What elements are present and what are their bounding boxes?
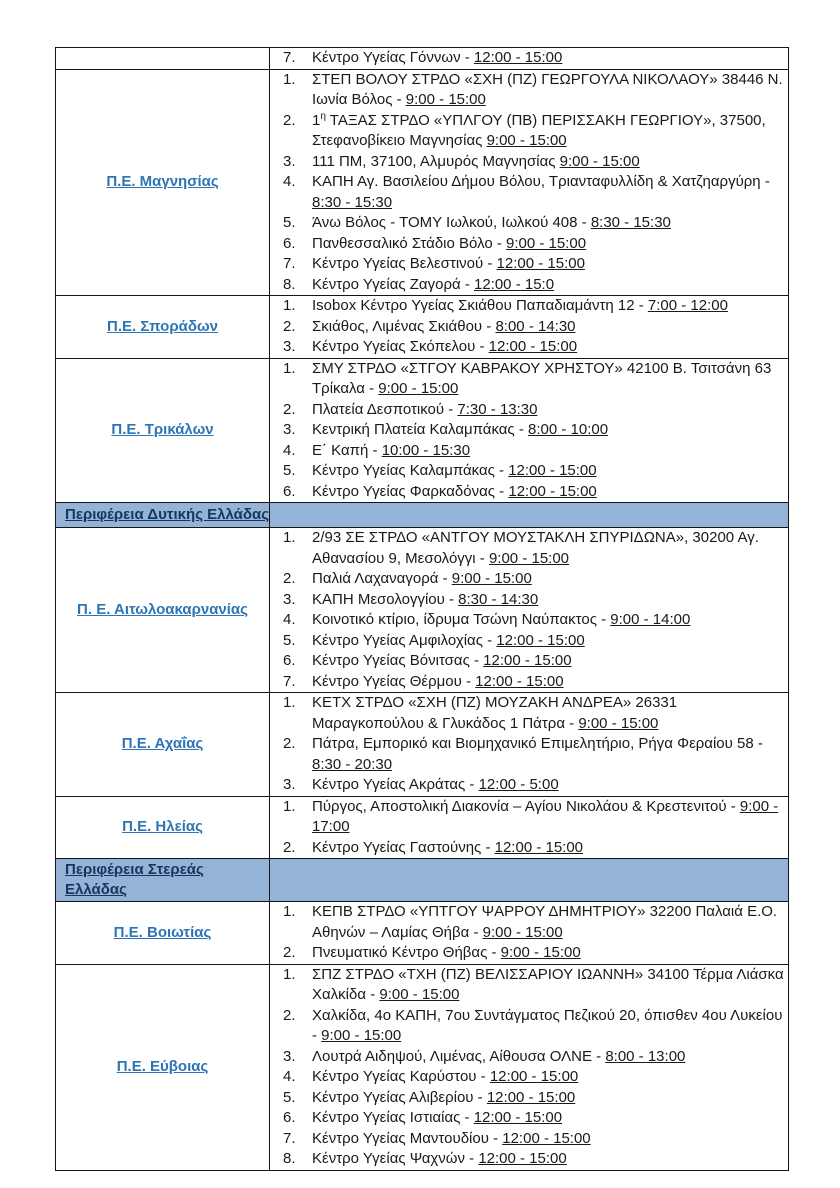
list-item	[270, 775, 788, 796]
list-item	[270, 420, 788, 441]
time-range: 12:00 - 15:00	[473, 1109, 563, 1126]
item-number: 5.	[283, 462, 296, 479]
item-number: 3.	[283, 590, 296, 608]
region-label: Π.Ε. Βοιωτίας	[113, 923, 212, 941]
section-spacer-cell	[270, 503, 789, 528]
time-range: 9:00 - 15:00	[321, 1027, 402, 1044]
time-range: 9:00 - 17:00	[312, 797, 779, 835]
list-item	[270, 1129, 788, 1150]
time-range: 9:00 - 15:00	[578, 714, 659, 732]
table-row	[56, 69, 789, 296]
list-item	[270, 965, 788, 1006]
list-item	[270, 672, 788, 693]
item-text: Χαλκίδα, 4ο ΚΑΠΗ, 7ου Συντάγματος Πεζικού 20, όπισθεν 4ου Λυκείου - 9:00 - 15:00	[312, 1006, 783, 1044]
item-text: Κέντρο Υγείας Ακράτας - 12:00 - 5:00	[312, 776, 559, 793]
list-item	[270, 610, 788, 631]
item-text: ΣΤΕΠ ΒΟΛΟΥ ΣΤΡΔΟ «ΣΧΗ (ΠΖ) ΓΕΩΡΓΟΥΛΑ ΝΙΚΟΛΑΟΥ» 38446 Ν. Ιωνία Βόλος - 9:00 - 15:00	[312, 70, 783, 108]
items-cell	[270, 902, 789, 965]
item-number: 2.	[283, 570, 296, 587]
table-body	[56, 48, 789, 1171]
section-title-cell	[56, 503, 270, 528]
item-number: 5.	[283, 1088, 296, 1106]
item-text: Κέντρο Υγείας Γόννων - 12:00 - 15:00	[312, 49, 563, 66]
item-text: ΚΑΠΗ Μεσολογγίου - 8:30 - 14:30	[312, 590, 539, 608]
item-text: Isobox Κέντρο Υγείας Σκιάθου Παπαδιαμάντη 12 - 7:00 - 12:00	[312, 297, 728, 314]
list-item	[270, 1006, 788, 1047]
table-row	[56, 693, 789, 797]
item-text: Πλατεία Δεσποτικού - 7:30 - 13:30	[312, 400, 538, 418]
list-item	[270, 441, 788, 462]
region-cell	[56, 296, 270, 359]
item-number: 4.	[283, 611, 296, 628]
section-row	[56, 859, 789, 902]
region-cell	[56, 358, 270, 503]
time-range: 12:00 - 15:00	[473, 49, 563, 66]
region-cell	[56, 693, 270, 797]
items-cell	[270, 48, 789, 70]
time-range: 7:30 - 13:30	[457, 400, 538, 418]
time-range: 12:00 - 15:00	[494, 838, 584, 856]
table-row	[56, 358, 789, 503]
item-number: 1.	[283, 903, 296, 920]
item-number: 3.	[283, 152, 296, 170]
list-item	[270, 482, 788, 503]
list-item	[270, 943, 788, 964]
item-text: Κέντρο Υγείας Θέρμου - 12:00 - 15:00	[312, 672, 564, 690]
item-number: 7.	[283, 255, 296, 272]
item-number: 1.	[283, 694, 296, 711]
item-number: 1.	[283, 359, 296, 377]
time-range: 8:30 - 20:30	[312, 755, 393, 773]
item-number: 3.	[283, 776, 296, 793]
item-number: 2.	[283, 111, 296, 129]
item-text: 111 ΠΜ, 37100, Αλμυρός Μαγνησίας 9:00 - 15:00	[312, 152, 640, 170]
list-item	[270, 317, 788, 338]
item-text: ΚΕΠΒ ΣΤΡΔΟ «ΥΠΤΓΟΥ ΨΑΡΡΟΥ ΔΗΜΗΤΡΙΟΥ» 32200 Παλαιά Ε.Ο. Αθηνών – Λαμίας Θήβα - 9:00 - 15:00	[312, 903, 778, 941]
list-item	[270, 590, 788, 611]
list-item	[270, 275, 788, 296]
item-text: Κέντρο Υγείας Καλαμπάκας - 12:00 - 15:00	[312, 462, 597, 479]
list-item	[270, 337, 788, 358]
item-number: 8.	[283, 1150, 296, 1167]
items-cell	[270, 964, 789, 1170]
time-range: 12:00 - 15:00	[486, 1088, 576, 1106]
item-text: $1^\eta$ ΤΑΞΑΣ ΣΤΡΔΟ «ΥΠΛΓΟΥ (ΠΒ) ΠΕΡΙΣΣΑΚΗ ΓΕΩΡΓΙΟΥ», 37500, Στεφανοβίκειο Μαγνησίας 9:00 - 15:00	[312, 110, 766, 149]
time-range: 8:30 - 15:30	[312, 193, 393, 211]
item-number: 4.	[283, 1068, 296, 1085]
region-cell	[56, 796, 270, 859]
item-number: 2.	[283, 400, 296, 418]
item-text: Κέντρο Υγείας Βόνιτσας - 12:00 - 15:00	[312, 652, 572, 669]
item-number: 2.	[283, 1006, 296, 1024]
time-range: 8:30 - 14:30	[458, 590, 539, 608]
items-cell	[270, 528, 789, 693]
item-number: 8.	[283, 275, 296, 293]
time-range: 12:00 - 15:00	[475, 672, 564, 690]
item-text: Παλιά Λαχαναγορά - 9:00 - 15:00	[312, 570, 532, 587]
item-text: Κέντρο Υγείας Φαρκαδόνας - 12:00 - 15:00	[312, 482, 597, 500]
table-row	[56, 528, 789, 693]
list-item	[270, 152, 788, 173]
time-range: 8:00 - 10:00	[528, 421, 609, 438]
region-label: Π.Ε. Μαγνησίας	[106, 173, 219, 191]
item-number: 2.	[283, 317, 296, 335]
item-number: 1.	[283, 529, 296, 546]
region-label: Π.Ε. Εύβοιας	[116, 1058, 209, 1075]
list-item	[270, 1149, 788, 1170]
time-range: 9:00 - 15:00	[500, 944, 581, 961]
item-number: 4.	[283, 173, 296, 190]
list-item	[270, 1108, 788, 1129]
items-cell	[270, 693, 789, 797]
item-number: 5.	[283, 214, 296, 231]
table-row	[56, 48, 789, 70]
item-number: 2.	[283, 944, 296, 961]
item-number: 1.	[283, 297, 296, 314]
time-range: 9:00 - 15:00	[379, 986, 460, 1003]
item-number: 3.	[283, 1047, 296, 1065]
superscript: η	[320, 110, 326, 122]
item-number: 6.	[283, 234, 296, 252]
items-cell	[270, 358, 789, 503]
time-range: 9:00 - 15:00	[488, 549, 570, 567]
list-item	[270, 902, 788, 943]
item-text: Λουτρά Αιδηψού, Λιμένας, Αίθουσα ΟΛΝΕ - 8:00 - 13:00	[312, 1047, 686, 1065]
time-range: 12:00 - 15:00	[483, 652, 572, 669]
item-number: 1.	[283, 70, 296, 88]
section-row	[56, 503, 789, 528]
region-label: Π.Ε. Σποράδων	[107, 317, 218, 335]
region-label: Π.Ε. Αχαΐας	[121, 735, 204, 753]
list-item	[270, 631, 788, 652]
list-item	[270, 569, 788, 590]
list-item	[270, 651, 788, 672]
item-number: 7.	[283, 1129, 296, 1147]
region-cell	[56, 48, 270, 70]
list-item	[270, 400, 788, 421]
item-text: Άνω Βόλος - ΤΟΜΥ Ιωλκού, Ιωλκού 408 - 8:30 - 15:30	[312, 214, 671, 231]
item-text: ΚΑΠΗ Αγ. Βασιλείου Δήμου Βόλου, Τριανταφυλλίδη & Χατζηαργύρη - 8:30 - 15:30	[312, 173, 770, 211]
item-text: Κέντρο Υγείας Ζαγορά - 12:00 - 15:0	[312, 275, 555, 293]
time-range: 12:00 - 15:00	[496, 255, 585, 272]
table-row	[56, 796, 789, 859]
time-range: 9:00 - 15:00	[482, 923, 563, 941]
time-range: 9:00 - 15:00	[506, 234, 587, 252]
time-range: 12:00 - 15:00	[502, 1129, 591, 1147]
region-cell	[56, 528, 270, 693]
item-text: Κέντρο Υγείας Ψαχνών - 12:00 - 15:00	[312, 1150, 567, 1167]
items-cell	[270, 296, 789, 359]
time-range: 8:00 - 13:00	[605, 1047, 686, 1065]
time-range: 8:30 - 15:30	[590, 214, 671, 231]
region-label: Π.Ε. Τρικάλων	[111, 421, 214, 439]
time-range: 12:00 - 5:00	[478, 776, 559, 793]
section-header: Περιφέρεια Στερεάς Ελλάδας	[65, 861, 204, 898]
table-row	[56, 296, 789, 359]
list-item	[270, 797, 788, 838]
list-item	[270, 1088, 788, 1109]
item-text: Κοινοτικό κτίριο, ίδρυμα Τσώνη Ναύπακτος - 9:00 - 14:00	[312, 611, 691, 628]
list-item	[270, 48, 788, 69]
list-item	[270, 213, 788, 234]
list-item	[270, 254, 788, 275]
list-item	[270, 693, 788, 734]
item-text: Κέντρο Υγείας Αλιβερίου - 12:00 - 15:00	[312, 1088, 576, 1106]
section-header: Περιφέρεια Δυτικής Ελλάδας	[65, 506, 270, 523]
list-item	[270, 70, 788, 111]
item-text: Κέντρο Υγείας Γαστούνης - 12:00 - 15:00	[312, 838, 584, 856]
time-range: 8:00 - 14:30	[495, 317, 576, 335]
item-text: Πύργος, Αποστολική Διακονία – Αγίου Νικολάου & Κρεστενιτού - 9:00 - 17:00	[312, 797, 779, 835]
list-item	[270, 1047, 788, 1068]
item-number: 5.	[283, 631, 296, 649]
region-cell	[56, 69, 270, 296]
region-label: Π. Ε. Αιτωλοακαρνανίας	[77, 601, 248, 618]
time-range: 12:00 - 15:00	[489, 1068, 579, 1085]
item-number: 1.	[283, 965, 296, 983]
items-cell	[270, 796, 789, 859]
item-text: Κέντρο Υγείας Βελεστινού - 12:00 - 15:00	[312, 255, 585, 272]
time-range: 9:00 - 15:00	[451, 570, 532, 587]
item-text: Κέντρο Υγείας Καρύστου - 12:00 - 15:00	[312, 1068, 579, 1085]
time-range: 9:00 - 15:00	[559, 152, 640, 170]
list-item	[270, 296, 788, 317]
region-cell	[56, 902, 270, 965]
time-range: 12:00 - 15:0	[473, 275, 555, 293]
table-row	[56, 964, 789, 1170]
item-number: 6.	[283, 482, 296, 500]
list-item	[270, 461, 788, 482]
item-number: 7.	[283, 672, 296, 690]
schedule-table	[55, 47, 789, 1171]
time-range: 12:00 - 15:00	[508, 482, 597, 500]
list-item	[270, 528, 788, 569]
item-text: ΣΜΥ ΣΤΡΔΟ «ΣΤΓΟΥ ΚΑΒΡΑΚΟΥ ΧΡΗΣΤΟΥ» 42100 Β. Τσιτσάνη 63 Τρίκαλα - 9:00 - 15:00	[312, 359, 772, 397]
list-item	[270, 172, 788, 213]
item-text: Κέντρο Υγείας Ιστιαίας - 12:00 - 15:00	[312, 1109, 563, 1126]
time-range: 7:00 - 12:00	[647, 297, 728, 314]
item-number: 2.	[283, 735, 296, 752]
time-range: 12:00 - 15:00	[508, 462, 597, 479]
item-text: Κέντρο Υγείας Σκόπελου - 12:00 - 15:00	[312, 338, 578, 355]
item-number: 4.	[283, 441, 296, 459]
table-row	[56, 902, 789, 965]
time-range: 9:00 - 15:00	[378, 380, 459, 397]
time-range: 9:00 - 14:00	[610, 611, 691, 628]
list-item	[270, 1067, 788, 1088]
time-range: 12:00 - 15:00	[496, 631, 585, 649]
time-range: 10:00 - 15:30	[381, 441, 471, 459]
item-text: 2/93 ΣΕ ΣΤΡΔΟ «ΑΝΤΓΟΥ ΜΟΥΣΤΑΚΛΗ ΣΠΥΡΙΔΩΝΑ», 30200 Αγ. Αθανασίου 9, Μεσολόγγι - 9:00 - 15:00	[312, 529, 759, 567]
section-title-cell	[56, 859, 270, 902]
item-text: Πανθεσσαλικό Στάδιο Βόλο - 9:00 - 15:00	[312, 234, 587, 252]
item-number: 3.	[283, 421, 296, 438]
item-number: 2.	[283, 838, 296, 856]
item-number: 6.	[283, 652, 296, 669]
item-number: 3.	[283, 338, 296, 355]
list-item	[270, 359, 788, 400]
item-text: Σκιάθος, Λιμένας Σκιάθου - 8:00 - 14:30	[312, 317, 576, 335]
time-range: 12:00 - 15:00	[488, 338, 578, 355]
region-label: Π.Ε. Ηλείας	[122, 818, 203, 836]
item-number: 7.	[283, 49, 296, 66]
time-range: 12:00 - 15:00	[478, 1150, 567, 1167]
list-item	[270, 838, 788, 859]
item-text: Πνευματικό Κέντρο Θήβας - 9:00 - 15:00	[312, 944, 581, 961]
items-cell	[270, 69, 789, 296]
item-text: Κέντρο Υγείας Μαντουδίου - 12:00 - 15:00	[312, 1129, 591, 1147]
region-cell	[56, 964, 270, 1170]
list-item	[270, 111, 788, 152]
item-text: Κέντρο Υγείας Αμφιλοχίας - 12:00 - 15:00	[312, 631, 585, 649]
item-text: Ε΄ Καπή - 10:00 - 15:30	[312, 441, 471, 459]
item-text: ΣΠΖ ΣΤΡΔΟ «ΤΧΗ (ΠΖ) ΒΕΛΙΣΣΑΡΙΟΥ ΙΩΑΝΝΗ» 34100 Τέρμα Λιάσκα Χαλκίδα - 9:00 - 15:00	[312, 965, 784, 1003]
time-range: 9:00 - 15:00	[486, 132, 567, 149]
time-range: 9:00 - 15:00	[405, 91, 486, 108]
item-number: 6.	[283, 1109, 296, 1126]
list-item	[270, 234, 788, 255]
item-number: 1.	[283, 797, 296, 815]
item-text: ΚΕΤΧ ΣΤΡΔΟ «ΣΧΗ (ΠΖ) ΜΟΥΖΑΚΗ ΑΝΔΡΕΑ» 26331 Μαραγκοπούλου & Γλυκάδος 1 Πάτρα - 9:00 - 15:00	[312, 694, 678, 732]
list-item	[270, 734, 788, 775]
item-text: Πάτρα, Εμπορικό και Βιομηχανικό Επιμελητήριο, Ρήγα Φεραίου 58 - 8:30 - 20:30	[312, 735, 763, 773]
section-spacer-cell	[270, 859, 789, 902]
item-text: Κεντρική Πλατεία Καλαμπάκας - 8:00 - 10:00	[312, 421, 609, 438]
